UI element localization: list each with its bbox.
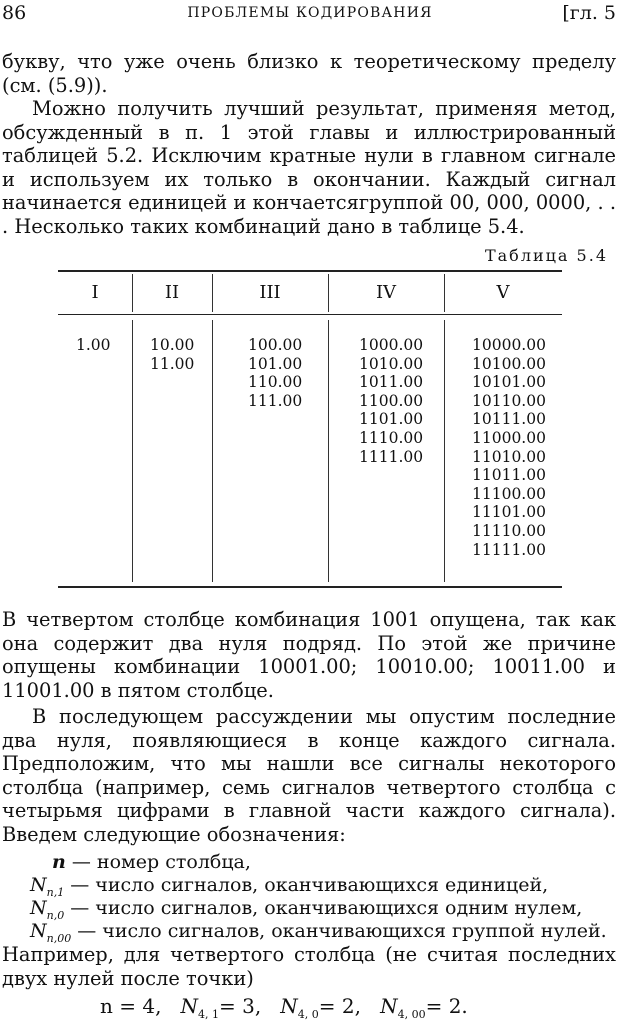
running-title: ПРОБЛЕМЫ КОДИРОВАНИЯ bbox=[187, 5, 433, 21]
paragraph-5: Например, для четвертого столбца (не считая последних двух нулей после точки) bbox=[2, 943, 616, 990]
table-cell: 11.00 bbox=[150, 354, 195, 373]
definition-n00: $N_{n,00}$ — число сигналов, оканчивающихся группой нулей. bbox=[30, 920, 607, 945]
paragraph-1: букву, что уже очень близко к теоретическому пределу (см. (5.9)). bbox=[2, 50, 616, 97]
table-header-rule bbox=[58, 314, 562, 315]
table-cell: 1100.00 bbox=[359, 391, 424, 410]
paragraph-4: В последующем рассуждении мы опустим последние два нуля, появляющиеся в конце каждого сигнала. Предположим, что мы нашли все сигналы некоторого столбца (например, семь сигналов четвертого столбца с четырьмя цифрами в главной части каждого сигнала). Введем следующие обозначения: bbox=[2, 705, 616, 846]
table-cell: 10.00 bbox=[150, 336, 195, 354]
column-3 bbox=[248, 336, 302, 410]
table-cell: 11101.00 bbox=[472, 503, 546, 522]
example-formula: n = 4, $N_{4, 1}= 3$, $N_{4, 0}= 2$, $N_{4, 00}= 2$. bbox=[100, 994, 468, 1021]
table-cell: 11111.00 bbox=[472, 540, 546, 559]
column-header-5: V bbox=[496, 282, 510, 303]
table-5-4 bbox=[58, 270, 562, 588]
table-cell: 10110.00 bbox=[472, 391, 546, 410]
table-cell: 1010.00 bbox=[359, 354, 424, 373]
table-bottom-rule bbox=[58, 586, 562, 588]
table-divider bbox=[444, 320, 445, 582]
table-cell: 1111.00 bbox=[359, 447, 424, 466]
table-cell: 1011.00 bbox=[359, 373, 424, 392]
table-cell: 1000.00 bbox=[359, 336, 424, 354]
page-header bbox=[0, 0, 620, 28]
table-cell: 1.00 bbox=[76, 336, 111, 354]
definition-n0: $N_{n,0}$ — число сигналов, оканчивающихся одним нулем, bbox=[30, 897, 583, 922]
formula-n00: = 2. bbox=[425, 994, 468, 1018]
column-1 bbox=[76, 336, 111, 355]
paragraph-3: В четвертом столбце комбинация 1001 опущена, так как она содержит два нуля подряд. По этой же причине опущены комбинации 10001.00; 10010.00; 10011.00 и 11001.00 в пятом столбце. bbox=[2, 608, 616, 702]
formula-n0: = 2, bbox=[318, 994, 361, 1018]
table-cell: 1110.00 bbox=[359, 428, 424, 447]
formula-n1: = 3, bbox=[219, 994, 262, 1018]
paragraph-2: Можно получить лучший результат, применяя метод, обсужденный в п. 1 этой главы и иллюстрированный таблицей 5.2. Исключим кратные нули в главном сигнале и используем их только в окончании. Каждый сигнал начинается единицей и кончаетсягруппой 00, 000, 0000, . . . Несколько таких комбинаций дано в таблице 5.4. bbox=[2, 97, 616, 238]
table-cell: 10100.00 bbox=[472, 354, 546, 373]
table-cell: 100.00 bbox=[248, 336, 303, 354]
table-cell: 111.00 bbox=[248, 391, 303, 410]
table-caption: Таблица 5.4 bbox=[484, 246, 608, 265]
table-divider bbox=[132, 320, 133, 582]
column-header-2: II bbox=[164, 282, 180, 303]
page-number: 86 bbox=[2, 2, 27, 24]
table-divider bbox=[328, 320, 329, 582]
table-cell: 110.00 bbox=[248, 373, 303, 392]
column-header-4: IV bbox=[375, 282, 397, 303]
table-cell: 10101.00 bbox=[472, 373, 546, 392]
table-cell: 101.00 bbox=[248, 354, 303, 373]
definition-n: n — номер столбца, bbox=[52, 851, 251, 873]
column-2 bbox=[150, 336, 194, 373]
column-5 bbox=[472, 336, 546, 559]
table-cell: 10111.00 bbox=[472, 410, 546, 429]
table-cell: 11100.00 bbox=[472, 484, 546, 503]
table-top-rule bbox=[58, 270, 562, 272]
table-cell: 11110.00 bbox=[472, 521, 546, 540]
table-cell: 1101.00 bbox=[359, 410, 424, 429]
definition-n1: $N_{n,1}$ — число сигналов, оканчивающихся единицей, bbox=[30, 874, 549, 899]
table-cell: 10000.00 bbox=[472, 336, 546, 354]
table-cell: 11011.00 bbox=[472, 466, 546, 485]
table-cell: 11010.00 bbox=[472, 447, 546, 466]
table-cell: 11000.00 bbox=[472, 428, 546, 447]
column-header-3: III bbox=[259, 282, 281, 303]
formula-n: n = 4, bbox=[100, 994, 162, 1018]
table-divider bbox=[212, 320, 213, 582]
column-4 bbox=[359, 336, 423, 466]
chapter-marker: [гл. 5 bbox=[562, 2, 616, 24]
column-header-1: I bbox=[91, 282, 99, 303]
